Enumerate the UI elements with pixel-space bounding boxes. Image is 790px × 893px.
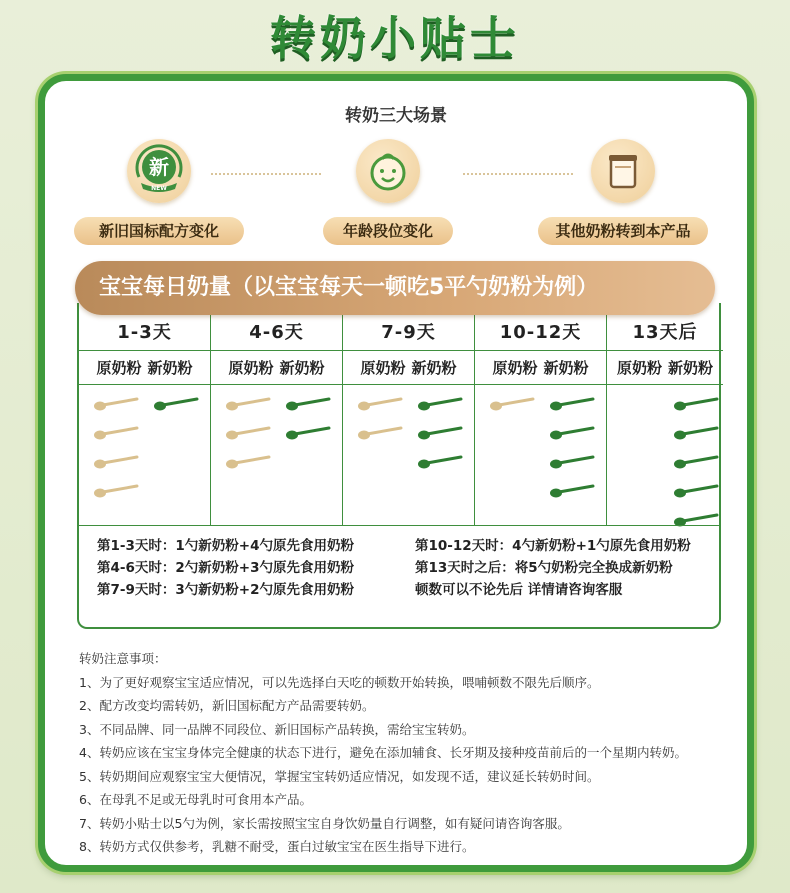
new-badge-icon [127,139,191,203]
note-item: 4、转奶应该在宝宝身体完全健康的状态下进行，避免在添加辅食、长牙期及接种疫苗前后的一个星期内转奶。 [79,745,687,760]
scoop-area [475,385,606,525]
period-header: 13天后 [607,303,723,351]
new-formula-scoop [285,426,331,440]
old-formula-label: 原奶粉 [228,359,274,377]
note-item: 1、为了更好观察宝宝适应情况，可以先选择白天吃的顿数开始转换，喂哺顿数不限先后顺序。 [79,674,600,690]
old-formula-scoop [93,455,139,469]
scoop-area [343,385,474,525]
transition-table [77,303,721,629]
old-formula-scoop [357,426,403,440]
summary-line: 第13天时之后：将5勺奶粉完全换成新奶粉 [415,560,673,576]
new-formula-label: 新奶粉 [279,359,325,377]
scene-label: 年龄段位变化 [323,217,453,245]
scene-other-brand [533,139,713,245]
new-badge-sub: NEW [151,185,167,192]
baby-face-icon [356,139,420,203]
old-formula-label: 原奶粉 [360,359,406,377]
summary-line: 第1-3天时：1勺新奶粉+4勺原先食用奶粉 [97,538,354,554]
formula-subheader [607,351,723,385]
formula-subheader [211,351,342,385]
new-formula-label: 新奶粉 [668,359,714,377]
note-item: 7、转奶小贴士以5勺为例，家长需按照宝宝自身饮奶量自行调整，如有疑问请咨询客服。 [79,815,570,831]
scoop-area [607,385,723,525]
note-item: 5、转奶期间应观察宝宝大便情况，掌握宝宝转奶适应情况，如发现不适，建议延长转奶时间。 [79,768,600,784]
page-title: 转奶小贴士 [270,11,520,65]
new-formula-label: 新奶粉 [411,359,457,377]
table-column [79,303,211,525]
old-formula-label: 原奶粉 [616,359,662,377]
period-header: 10-12天 [475,303,606,351]
period-header: 7-9天 [343,303,474,351]
scene-age-change [298,139,478,245]
scenes-title: 转奶三大场景 [345,106,447,126]
new-badge-text: 新 [149,155,169,179]
summary-right [415,535,691,601]
new-formula-scoop [417,397,463,411]
daily-amount-banner: 宝宝每日奶量（以宝宝每天一顿吃5平勺奶粉为例） [75,261,715,315]
old-formula-scoop [225,426,271,440]
new-formula-scoop [673,397,719,411]
scoop-area [79,385,210,525]
new-formula-label: 新奶粉 [543,359,589,377]
notes-title: 转奶注意事项： [79,651,167,666]
old-formula-scoop [93,397,139,411]
new-formula-label: 新奶粉 [147,359,193,377]
table-divider [79,525,719,526]
formula-subheader [343,351,474,385]
note-item: 2、配方改变均需转奶，新旧国标配方产品需要转奶。 [79,698,375,713]
new-formula-scoop [549,455,595,469]
old-formula-scoop [225,397,271,411]
old-formula-scoop [489,397,535,411]
table-column [607,303,723,525]
summary-line: 第7-9天时：3勺新奶粉+2勺原先食用奶粉 [97,582,354,598]
summary-line: 第10-12天时：4勺新奶粉+1勺原先食用奶粉 [415,538,691,554]
new-formula-scoop [673,426,719,440]
new-formula-scoop [549,484,595,498]
tips-card [38,74,754,872]
note-item: 8、转奶方式仅供参考，乳糖不耐受，蛋白过敏宝宝在医生指导下进行。 [79,839,475,854]
old-formula-label: 原奶粉 [96,359,142,377]
table-column [343,303,475,525]
new-formula-scoop [549,397,595,411]
formula-subheader [475,351,606,385]
new-formula-scoop [673,484,719,498]
old-formula-scoop [93,484,139,498]
period-header: 4-6天 [211,303,342,351]
scoop-area [211,385,342,525]
summary-left [97,535,354,601]
new-formula-scoop [673,455,719,469]
new-formula-scoop [417,426,463,440]
scene-formula-change [69,139,249,245]
new-formula-scoop [285,397,331,411]
table-column [475,303,607,525]
old-formula-label: 原奶粉 [492,359,538,377]
notes-section [79,647,729,859]
note-item: 6、在母乳不足或无母乳时可食用本产品。 [79,792,312,807]
old-formula-scoop [357,397,403,411]
table-column [211,303,343,525]
old-formula-scoop [225,455,271,469]
summary-line: 顿数可以不论先后 详情请咨询客服 [415,582,623,598]
period-header: 1-3天 [79,303,210,351]
summary-line: 第4-6天时：2勺新奶粉+3勺原先食用奶粉 [97,560,354,576]
new-formula-scoop [417,455,463,469]
old-formula-scoop [93,426,139,440]
milk-can-icon [591,139,655,203]
note-item: 3、不同品牌、同一品牌不同段位、新旧国标产品转换，需给宝宝转奶。 [79,721,475,737]
scene-label: 新旧国标配方变化 [74,217,244,245]
scene-label: 其他奶粉转到本产品 [538,217,708,245]
new-formula-scoop [153,397,199,411]
formula-subheader [79,351,210,385]
new-formula-scoop [549,426,595,440]
